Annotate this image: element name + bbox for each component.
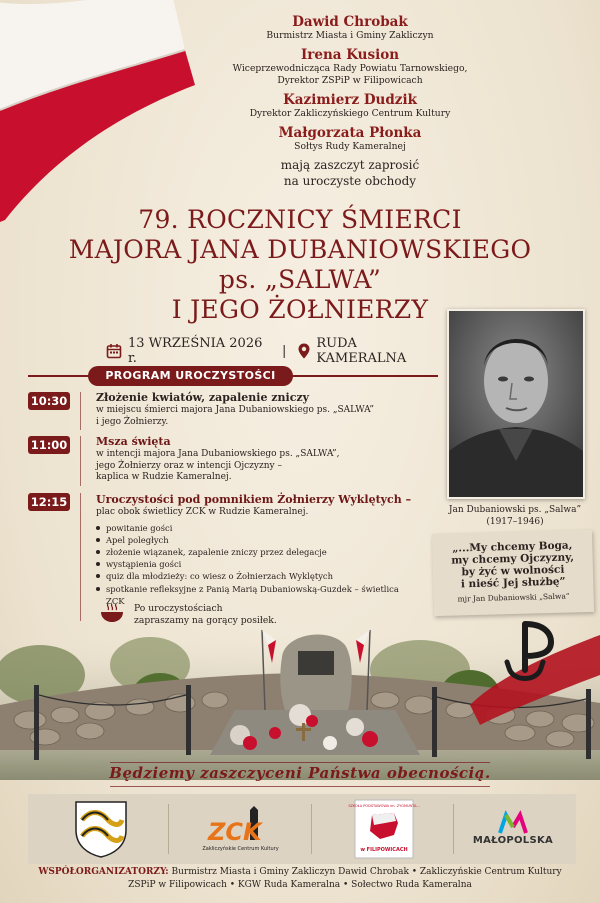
timeline-line <box>80 493 81 621</box>
program-item <box>96 435 416 484</box>
zakliczyn-coat-of-arms <box>46 794 156 864</box>
quote-line-1: „...My chcemy Boga, <box>452 539 573 555</box>
malopolska-label: MAŁOPOLSKA <box>472 834 554 846</box>
school-logo-icon <box>347 799 420 859</box>
host-4 <box>180 125 520 153</box>
quote-line-2: my chcemy Ojczyzny, <box>451 551 575 567</box>
meal-text-1: Po uroczystościach <box>134 603 223 614</box>
logo-divider <box>168 804 169 854</box>
portrait-photo <box>447 309 585 499</box>
event-date: 13 WRZEŚNIA 2026 r. <box>128 336 263 366</box>
location-pin-icon <box>298 343 310 359</box>
program-item <box>96 493 416 607</box>
host-3 <box>180 92 520 120</box>
hosts-list <box>180 14 520 189</box>
co-organizers-line-1: Burmistrz Miasta i Gminy Zakliczyn Dawid Chrobak • Zakliczyńskie Centrum Kultury <box>171 867 562 877</box>
program-item <box>96 391 416 428</box>
school-top-text: SZKOŁA PODSTAWOWA im. ZYGMUNTA... <box>347 804 420 808</box>
program-item-title: Złożenie kwiatów, zapalenie zniczy <box>96 391 310 404</box>
host-name: Dawid Chrobak <box>292 14 408 30</box>
co-organizers-label: WSPÓŁORGANIZATORZY: <box>38 867 169 877</box>
portrait-name: Jan Dubaniowski ps. „Salwa” <box>448 505 582 515</box>
portrait-years: (1917–1946) <box>486 517 544 527</box>
host-name: Małgorzata Płonka <box>278 125 422 141</box>
host-role: Dyrektor Zakliczyńskiego Centrum Kultury <box>249 108 451 119</box>
zck-logo <box>178 794 303 864</box>
title-line-2: MAJORA JANA DUBANIOWSKIEGO <box>68 235 532 264</box>
quote-author: mjr Jan Dubaniowski „Salwa” <box>457 591 570 604</box>
program-item-text: plac obok świetlicy ZCK w Rudzie Kameralnej. <box>96 507 309 517</box>
host-name: Kazimierz Dudzik <box>283 92 417 108</box>
event-title <box>60 205 540 325</box>
invite-line-2: na uroczyste obchody <box>283 174 417 188</box>
host-1 <box>180 14 520 42</box>
kotwica-icon <box>505 620 557 692</box>
title-line-1: 79. ROCZNICY ŚMIERCI <box>138 205 462 234</box>
co-organizers <box>10 866 590 892</box>
portrait-caption <box>440 504 590 528</box>
timeline-line <box>80 392 81 430</box>
timeline-line <box>80 436 81 486</box>
malopolska-m-icon <box>498 813 528 835</box>
list-item: powitanie gości <box>96 522 416 534</box>
host-role: Burmistrz Miasta i Gminy Zakliczyn <box>266 30 434 41</box>
welcome-text: Będziemy zaszczyceni Państwa obecnością. <box>109 764 491 782</box>
host-name: Irena Kusion <box>300 47 400 63</box>
list-item: Apel poległych <box>96 534 416 546</box>
host-role-2: Dyrektor ZSPiP w Filipowicach <box>277 75 423 86</box>
zck-mark: ZCK <box>207 818 262 846</box>
title-line-3: ps. „SALWA” <box>218 265 382 294</box>
invite-line-1: mają zaszczyt zaprosić <box>280 158 420 172</box>
list-item: wystąpienia gości <box>96 558 416 570</box>
program-item-text: w miejscu śmierci majora Jana Dubaniowskiego ps. „SALWA” <box>96 405 374 415</box>
program-bullets <box>96 522 416 607</box>
zck-caption: Zakliczyńskie Centrum Kultury <box>202 846 279 852</box>
list-item: spotkanie refleksyjne z Panią Marią Dubaniowską-Guzdek – świetlica ZCK <box>96 583 416 607</box>
welcome-rule-top <box>110 762 490 763</box>
host-role: Sołtys Rudy Kameralnej <box>294 141 406 152</box>
program-heading-label: PROGRAM UROCZYSTOŚCI <box>88 366 293 386</box>
malopolska-logo <box>458 794 568 864</box>
program-item-title: Uroczystości pod pomnikiem Żołnierzy Wyklętych – <box>96 493 412 506</box>
program-item-text: jego Żołnierzy oraz w intencji Ojczyzny – <box>96 460 282 471</box>
date-place-line <box>106 336 446 366</box>
logo-divider <box>311 804 312 854</box>
meal-text-2: zapraszamy na gorący posiłek. <box>134 615 277 626</box>
portrait-figure <box>449 311 583 497</box>
list-item: quiz dla młodzieży: co wiesz o Żołnierzach Wyklętych <box>96 570 416 582</box>
school-logo <box>321 794 446 864</box>
program-item-text: w intencji majora Jana Dubaniowskiego ps. „SALWA”, <box>96 449 340 459</box>
welcome-rule-bottom <box>110 786 490 787</box>
quote-line-4: i nieść Jej służbę” <box>460 575 566 591</box>
title-line-4: I JEGO ŻOŁNIERZY <box>171 295 429 324</box>
coat-of-arms-icon <box>74 800 128 858</box>
program-item-text: i jego Żołnierzy. <box>96 416 169 427</box>
event-place: RUDA KAMERALNA <box>316 336 407 366</box>
date-separator: | <box>281 343 287 359</box>
zck-logo-icon <box>206 806 276 846</box>
program-item-text: kaplica w Rudzie Kameralnej. <box>96 472 232 482</box>
logo-band <box>28 794 576 864</box>
program-heading <box>28 366 438 386</box>
list-item: złożenie wiązanek, zapalenie zniczy przez delegacje <box>96 546 416 558</box>
logo-divider <box>453 804 454 854</box>
host-role: Wiceprzewodnicząca Rady Powiatu Tarnowskiego, <box>232 63 468 74</box>
co-organizers-line-2: ZSPiP w Filipowicach • KGW Ruda Kameralna • Sołectwo Ruda Kameralna <box>128 880 472 890</box>
school-bottom-text: w FILIPOWICACH <box>359 847 408 853</box>
time-badge: 12:15 <box>28 493 70 511</box>
time-badge: 11:00 <box>28 436 70 454</box>
program-item-title: Msza święta <box>96 435 171 448</box>
calendar-icon <box>106 343 122 359</box>
host-2 <box>180 47 520 87</box>
quote-line-3: by żyć w wolności <box>461 563 565 579</box>
time-badge: 10:30 <box>28 392 70 410</box>
quote-note <box>432 530 594 616</box>
